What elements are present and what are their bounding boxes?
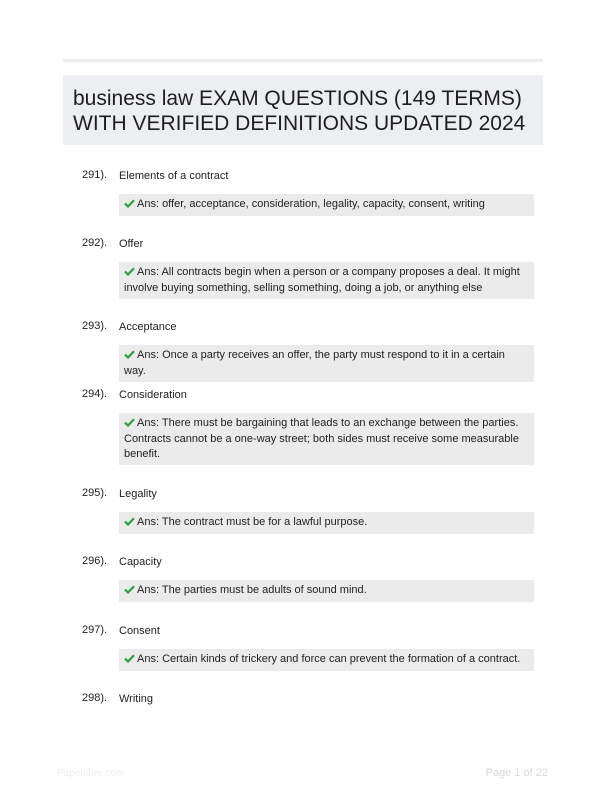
check-icon	[124, 653, 135, 668]
question-number: 295).	[82, 487, 108, 499]
answer-text: Ans: The contract must be for a lawful purpose.	[137, 516, 368, 528]
question-term: Elements of a contract	[119, 170, 229, 182]
check-icon	[124, 266, 135, 281]
page-indicator: Page 1 of 22	[485, 767, 548, 779]
question-number: 297).	[82, 624, 108, 636]
check-icon	[124, 516, 135, 531]
question-term: Acceptance	[119, 321, 177, 333]
answer-box	[119, 580, 534, 602]
footer-watermark: Paperlibre.com	[57, 768, 125, 779]
answer-text: Ans: offer, acceptance, consideration, legality, capacity, consent, writing	[137, 198, 485, 210]
answer-box	[119, 649, 534, 671]
question-number: 291).	[82, 169, 108, 181]
top-divider	[63, 59, 543, 62]
answer-box	[119, 262, 534, 299]
answer-text: Ans: The parties must be adults of sound mind.	[137, 584, 367, 596]
document-title-line-1: business law EXAM QUESTIONS (149 TERMS)	[73, 87, 522, 110]
question-term: Consent	[119, 625, 160, 637]
answer-text: Ans: All contracts begin when a person or a company proposes a deal. It might involve buying something, selling something, doing a job, or anything else	[124, 266, 520, 294]
question-term: Capacity	[119, 556, 162, 568]
question-term: Consideration	[119, 389, 187, 401]
document-title-line-2: WITH VERIFIED DEFINITIONS UPDATED 2024	[73, 112, 526, 135]
check-icon	[124, 349, 135, 364]
question-number: 293).	[82, 320, 108, 332]
answer-box	[119, 413, 534, 465]
question-number: 294).	[82, 388, 108, 400]
check-icon	[124, 584, 135, 599]
answer-box	[119, 345, 534, 382]
check-icon	[124, 198, 135, 213]
answer-box	[119, 194, 534, 216]
check-icon	[124, 417, 135, 432]
answer-text: Ans: Certain kinds of trickery and force can prevent the formation of a contract.	[137, 653, 521, 665]
question-term: Writing	[119, 693, 154, 705]
answer-text: Ans: Once a party receives an offer, the party must respond to it in a certain way.	[124, 349, 505, 377]
document-title-box	[63, 75, 543, 145]
question-number: 298).	[82, 692, 108, 704]
question-term: Legality	[119, 488, 157, 500]
question-term: Offer	[119, 238, 144, 250]
answer-text: Ans: There must be bargaining that leads to an exchange between the parties. Contracts cannot be a one-way street; both sides must receive some measurable benefit.	[124, 417, 519, 460]
question-number: 292).	[82, 237, 108, 249]
question-number: 296).	[82, 555, 108, 567]
answer-box	[119, 512, 534, 534]
